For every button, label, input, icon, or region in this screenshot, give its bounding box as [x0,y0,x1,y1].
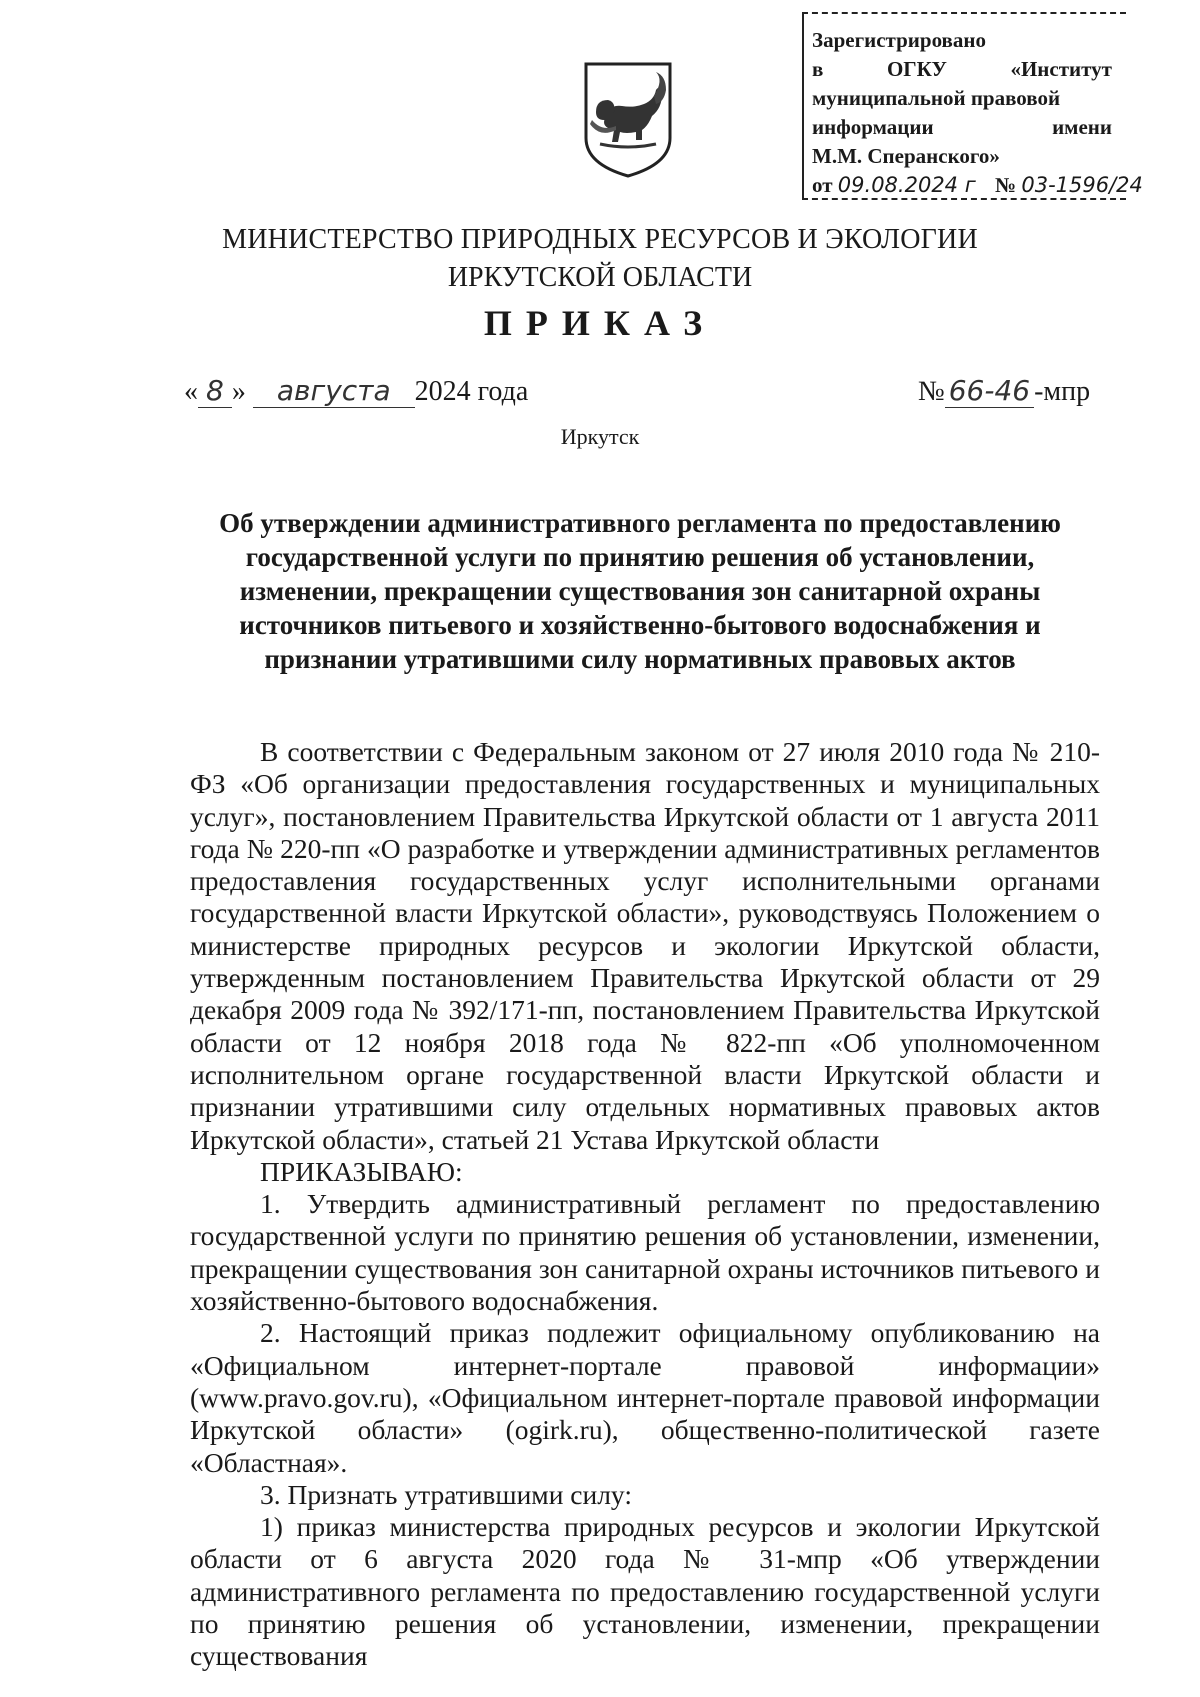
stamp-number-handwritten: 03-1596/24 [1021,173,1143,197]
document-type-title: ПРИКАЗ [483,303,717,343]
stamp-border-left [802,12,804,198]
stamp-line-registered: Зарегистрировано [812,28,986,52]
stamp-word: имени [1052,115,1112,139]
date-year: 2024 года [414,376,529,407]
coat-of-arms-emblem [582,60,674,178]
order-body [190,736,1100,1673]
city-name: Иркутск [560,424,640,449]
stamp-date-handwritten: 09.08.2024 г [837,173,976,197]
order-item-2: 2. Настоящий приказ подлежит официальному опубликованию на «Официальном интернет-портале правовой информации» (www.pravo.gov.ru), «Официальном интернет-портале правовой информации Иркутской области» (ogirk.ru), общественно-политической газете «Областная». [190,1317,1100,1478]
stamp-line-information [812,113,1112,142]
registration-stamp [806,12,1143,200]
date-quote-open: « [184,376,198,407]
stamp-number-prefix: № [995,173,1017,197]
date-day-handwritten: 8 [198,374,232,408]
stamp-line-institute [812,55,1112,84]
stamp-word: ОГКУ [886,57,947,81]
number-handwritten: 66-46 [945,374,1034,408]
stamp-word: информации [812,115,934,139]
date-month-handwritten: августа [253,374,415,408]
stamp-line-municipal: муниципальной правовой [812,86,1061,110]
stamp-line-speransky: М.М. Сперанского» [812,144,1000,168]
order-item-3-1: 1) приказ министерства природных ресурсов и экологии Иркутской области от 6 августа 2020 года № 31-мпр «Об утверждении административного регламента по предоставлению государственной услуги по принятию решения об установлении, изменении, прекращении существования [190,1511,1100,1672]
stamp-word: в [812,57,824,81]
stamp-border-top [802,12,1126,14]
ministry-name-line2: ИРКУТСКОЙ ОБЛАСТИ [447,262,753,293]
number-sign: № [918,376,945,407]
order-item-1: 1. Утвердить административный регламент по предоставлению государственной услуги по принятию решения об установлении, изменении, прекращении существования зон санитарной охраны источников питьевого и хозяйственно-бытового водоснабжения. [190,1188,1100,1317]
order-subject-title: Об утверждении административного регламента по предоставлению государственной услуги по принятию решения об установлении, изменении, прекращении существования зон санитарной охраны источников питьевого и хозяйственно-бытового водоснабжения и признании утратившими силу нормативных правовых актов [219,508,1061,674]
stamp-word: «Институт [1010,57,1112,81]
stamp-date-prefix: от [812,173,833,197]
number-suffix: -мпр [1034,376,1091,407]
order-item-3: 3. Признать утратившими силу: [260,1478,632,1510]
order-date [184,374,528,408]
stamp-line-date-number [812,171,1143,200]
ministry-name-line1: МИНИСТЕРСТВО ПРИРОДНЫХ РЕСУРСОВ И ЭКОЛОГИИ [222,224,978,255]
order-word: ПРИКАЗЫВАЮ: [260,1155,463,1187]
preamble-paragraph: В соответствии с Федеральным законом от 27 июля 2010 года № 210-ФЗ «Об организации предоставления государственных и муниципальных услуг», постановлением Правительства Иркутской области от 1 августа 2011 года № 220-пп «О разработке и утверждении административных регламентов предоставления государственных услуг исполнительными органами государственной власти Иркутской области», руководствуясь Положением о министерстве природных ресурсов и экологии Иркутской области, утвержденным постановлением Правительства Иркутской области от 29 декабря 2009 года № 392/171-пп, постановлением Правительства Иркутской области от 12 ноября 2018 года № 822-пп «Об уполномоченном исполнительном органе государственной власти Иркутской области и признании утратившими силу отдельных нормативных правовых актов Иркутской области», статьей 21 Устава Иркутской области [190,736,1100,1155]
order-number [918,374,1090,408]
date-quote-close: » [231,376,246,407]
